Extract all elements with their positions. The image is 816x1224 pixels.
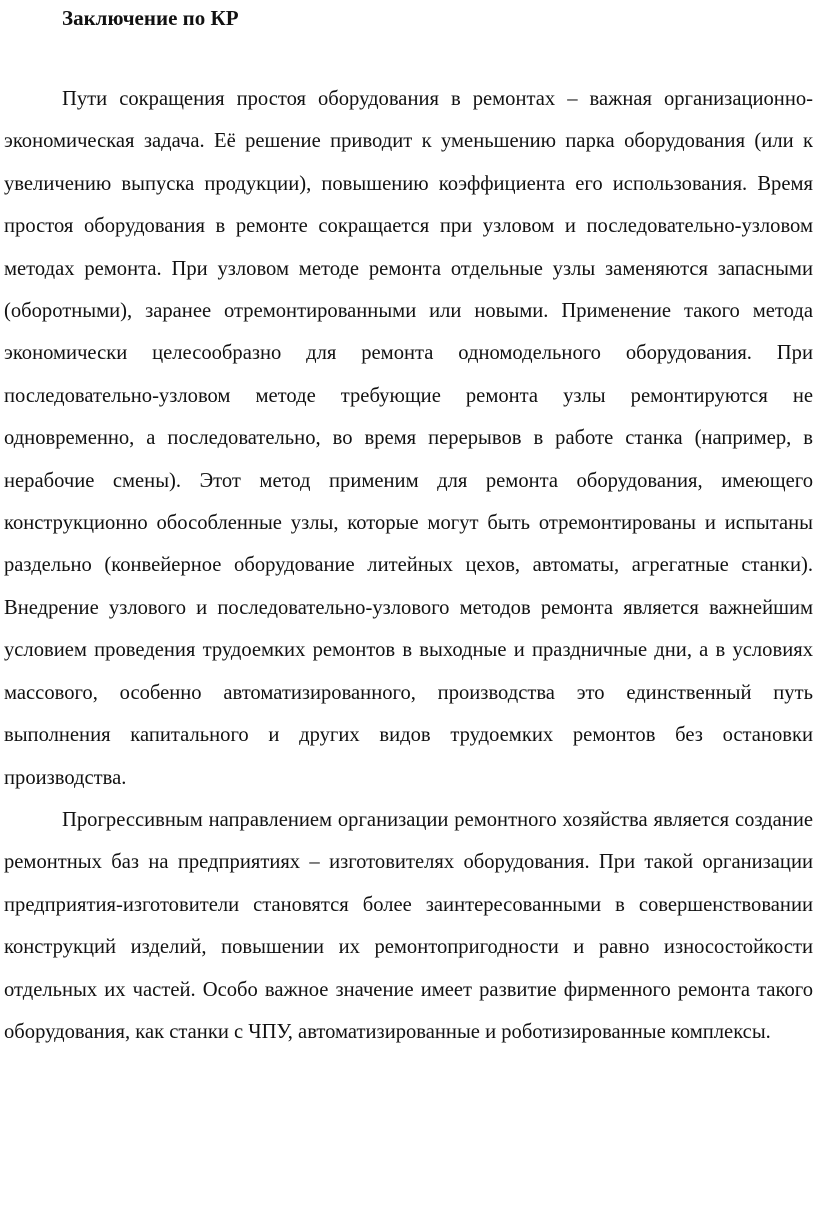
paragraph-2: Прогрессивным направлением организации ремонтного хозяйства является создание ремонтных баз на предприятиях – изготовителях оборудования. При такой организации предприятия-изготовители становятся более заинтересованными в совершенствовании конструкций изделий, повышении их ремонтопригодности и равно износостойкости отдельных их частей. Особо важное значение имеет развитие фирменного ремонта такого оборудования, как станки с ЧПУ, автоматизированные и роботизированные комплексы. xyxy=(4,808,813,1043)
document-body xyxy=(4,78,813,1053)
document-heading: Заключение по КР xyxy=(62,6,239,30)
paragraph-1: Пути сокращения простоя оборудования в ремонтах – важная организационно-экономическая задача. Её решение приводит к уменьшению парка оборудования (или к увеличению выпуска продукции), повышению коэффициента его использования. Время простоя оборудования в ремонте сокращается при узловом и последовательно-узловом методах ремонта. При узловом методе ремонта отдельные узлы заменяются запасными (оборотными), заранее отремонтированными или новыми. Применение такого метода экономически целесообразно для ремонта одномодельного оборудования. При последовательно-узловом методе требующие ремонта узлы ремонтируются не одновременно, а последовательно, во время перерывов в работе станка (например, в нерабочие смены). Этот метод применим для ремонта оборудования, имеющего конструкционно обособленные узлы, которые могут быть отремонтированы и испытаны раздельно (конвейерное оборудование литейных цехов, автоматы, агрегатные станки). Внедрение узлового и последовательно-узлового методов ремонта является важнейшим условием проведения трудоемких ремонтов в выходные и праздничные дни, а в условиях массового, особенно автоматизированного, производства это единственный путь выполнения капитального и других видов трудоемких ремонтов без остановки производства. xyxy=(4,88,813,789)
